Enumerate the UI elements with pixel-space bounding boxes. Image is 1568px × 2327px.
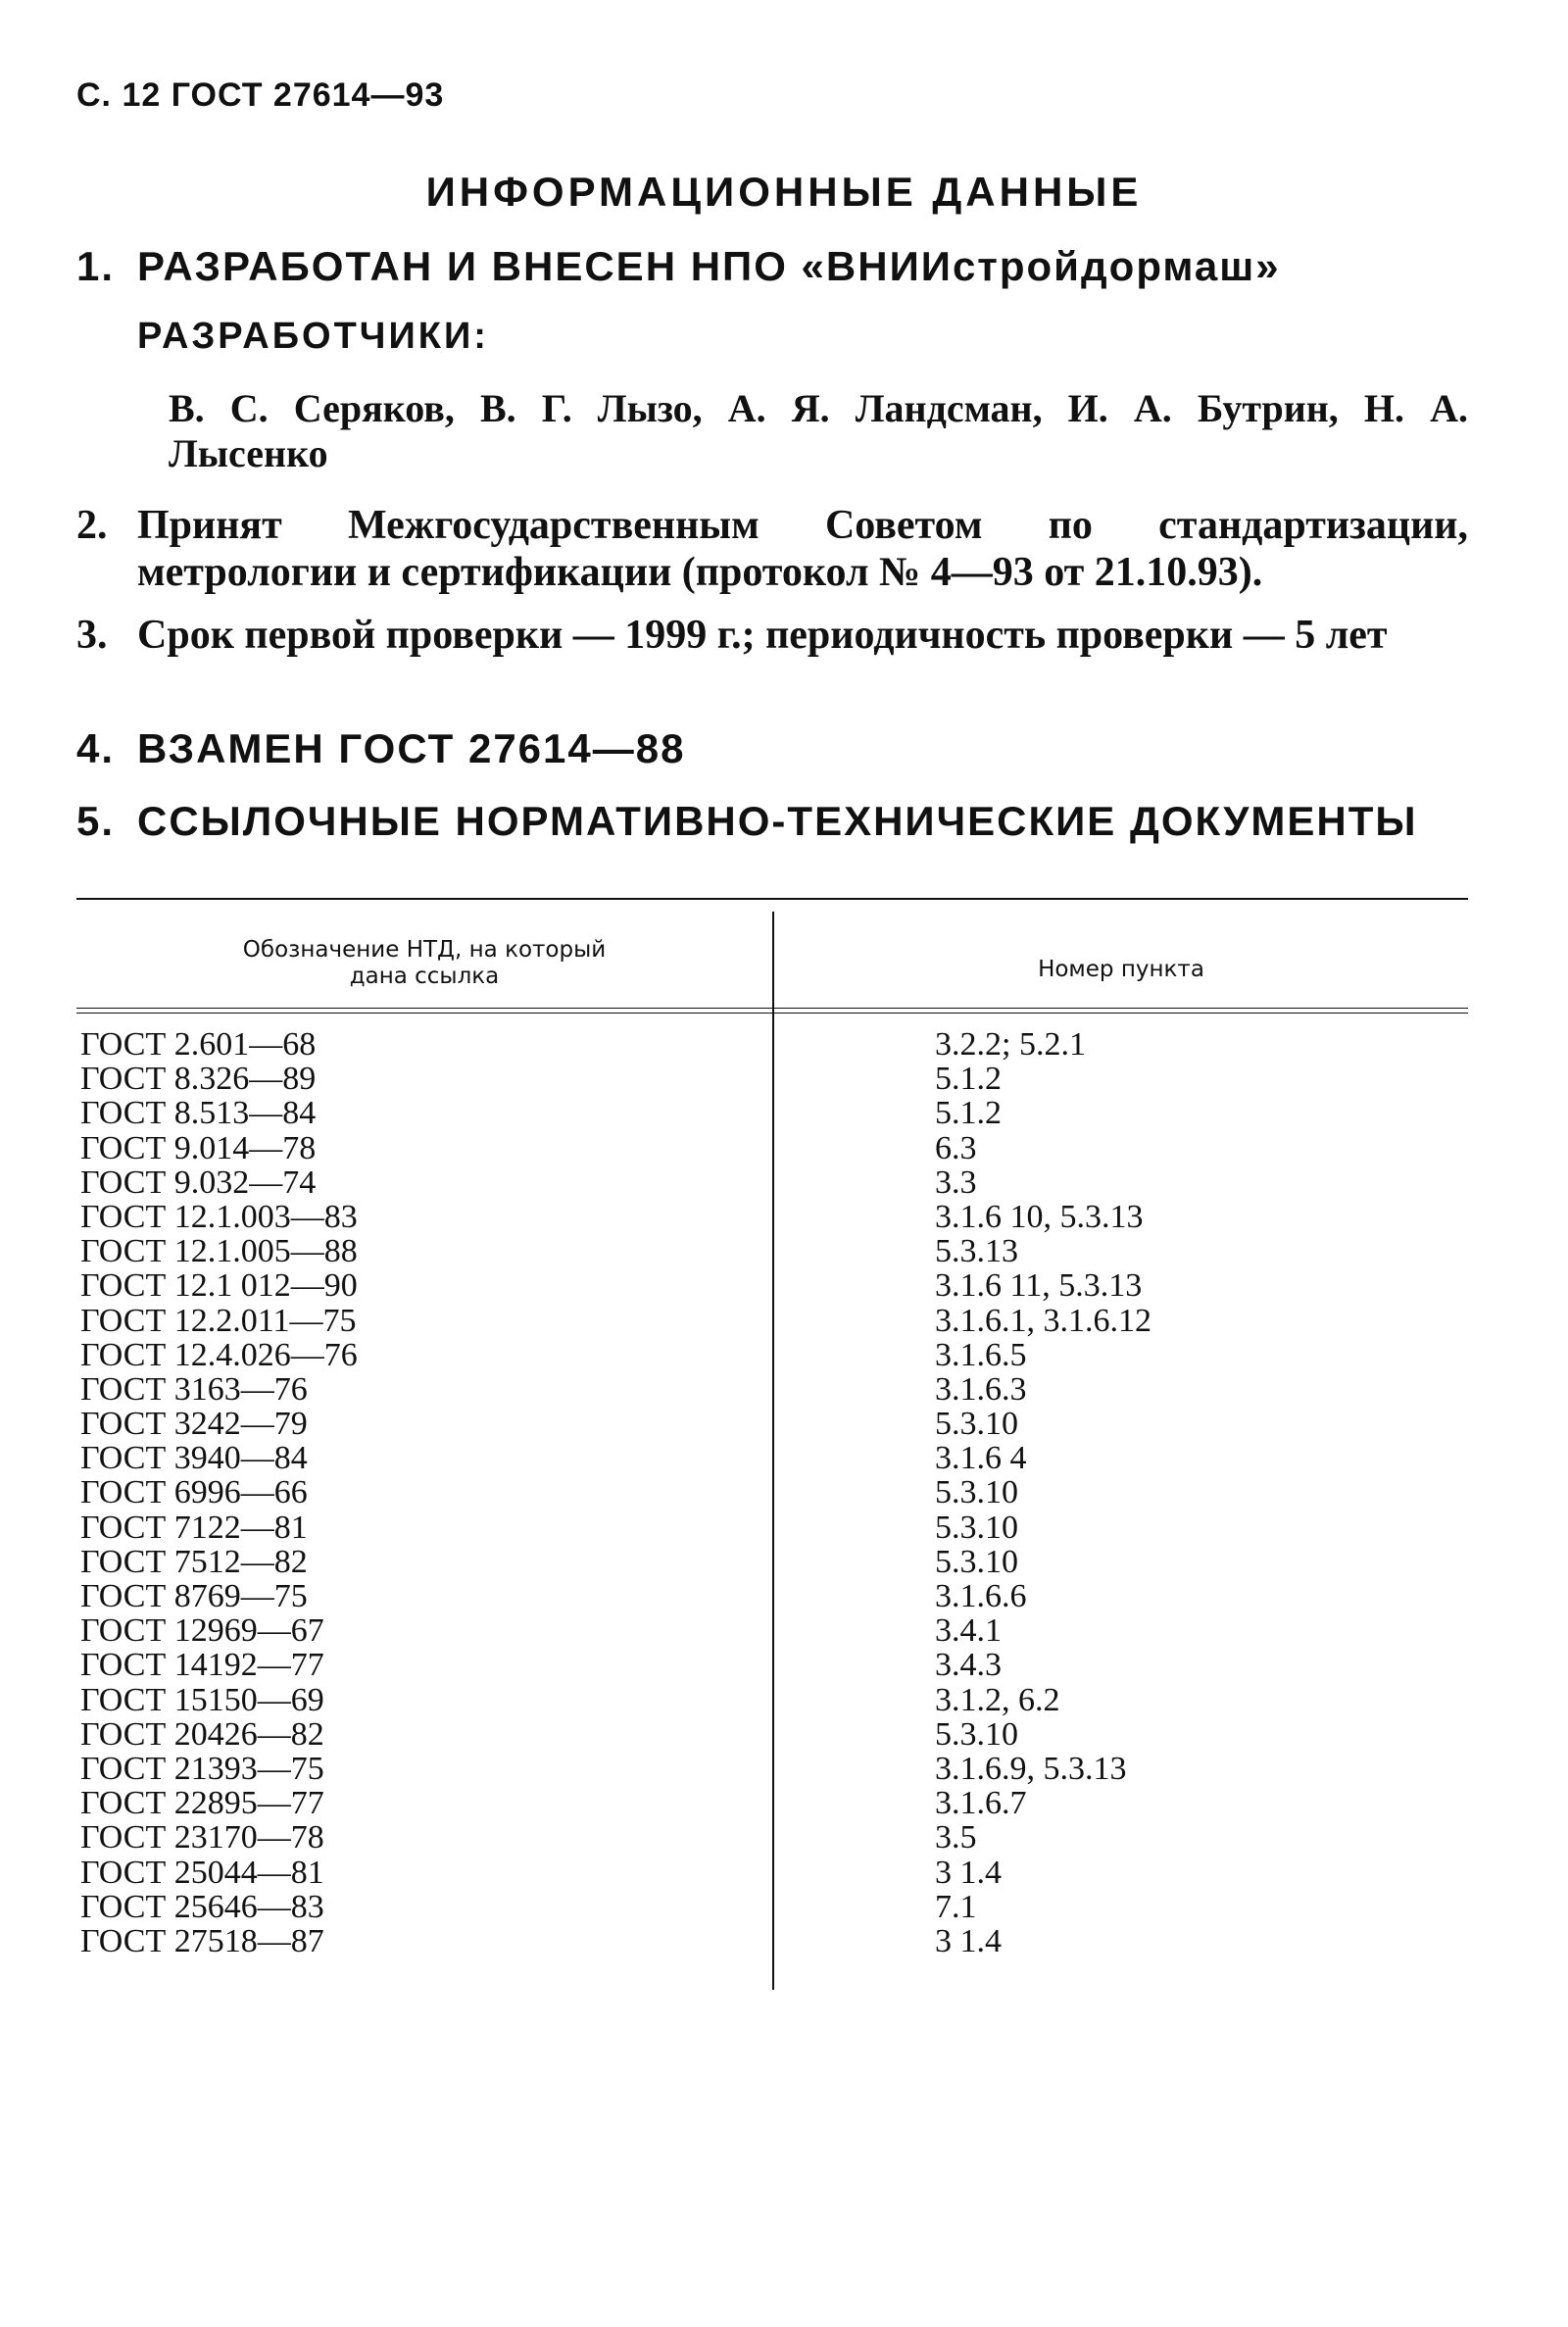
reference-document: ГОСТ 25044—81: [80, 1854, 324, 1891]
table-row: [76, 1131, 1468, 1165]
item-number: 2.: [76, 503, 108, 548]
developers-heading: РАЗРАБОТЧИКИ:: [137, 316, 489, 357]
reference-document: ГОСТ 3940—84: [80, 1440, 308, 1477]
page-header: С. 12 ГОСТ 27614—93: [76, 76, 445, 114]
reference-point: 5.3.10: [935, 1406, 1018, 1443]
reference-point: 5.1.2: [935, 1095, 1002, 1132]
table-row: [76, 1683, 1468, 1717]
reference-document: ГОСТ 27518—87: [80, 1922, 324, 1959]
column-header-point: Номер пункта: [1038, 957, 1204, 982]
table-row: [76, 1786, 1468, 1820]
reference-point: 3 1.4: [935, 1922, 1002, 1959]
item-3: [76, 612, 1468, 659]
item-number: 1.: [76, 243, 116, 289]
reference-point: 3 1.4: [935, 1854, 1002, 1891]
item-5: [76, 798, 1468, 844]
reference-point: 6.3: [935, 1129, 977, 1166]
reference-point: 3.2.2; 5.2.1: [935, 1026, 1086, 1063]
reference-document: ГОСТ 7512—82: [80, 1543, 308, 1580]
item-text: Принят Межгосударственным Советом по стандартизации, метрологии и сертификации (протокол № 4—93 от 21.10.93).: [137, 503, 1468, 595]
reference-point: 3.1.6.5: [935, 1336, 1027, 1373]
reference-document: ГОСТ 8.513—84: [80, 1095, 317, 1132]
table-row: [76, 1304, 1468, 1338]
reference-point: 5.3.10: [935, 1509, 1018, 1546]
table-row: [76, 1924, 1468, 1958]
item-text: Срок первой проверки — 1999 г.; периодичность проверки — 5 лет: [137, 613, 1388, 658]
table-row: [76, 1717, 1468, 1752]
item-text: ВЗАМЕН ГОСТ 27614—88: [137, 725, 686, 771]
table-row: [76, 1648, 1468, 1682]
reference-document: ГОСТ 21393—75: [80, 1750, 324, 1787]
reference-document: ГОСТ 12.2.011—75: [80, 1302, 357, 1339]
item-1: [76, 243, 1468, 290]
reference-document: ГОСТ 20426—82: [80, 1715, 324, 1753]
table-row: [76, 1820, 1468, 1855]
column-header-line: дана ссылка: [349, 964, 500, 989]
table-row: [76, 1856, 1468, 1890]
table-row: [76, 1579, 1468, 1613]
reference-point: 3.1.6.6: [935, 1578, 1027, 1614]
table-body: [76, 1027, 1468, 1958]
item-number: 4.: [76, 725, 116, 771]
reference-document: ГОСТ 15150—69: [80, 1681, 324, 1718]
reference-document: ГОСТ 9.032—74: [80, 1164, 317, 1201]
reference-document: ГОСТ 8.326—89: [80, 1061, 317, 1098]
column-header-document: [76, 937, 772, 990]
item-text: ССЫЛОЧНЫЕ НОРМАТИВНО-ТЕХНИЧЕСКИЕ ДОКУМЕНТЫ: [137, 798, 1418, 844]
table-row: [76, 1475, 1468, 1510]
table-row: [76, 1268, 1468, 1303]
reference-point: 3.4.3: [935, 1647, 1002, 1684]
reference-point: 7.1: [935, 1888, 977, 1925]
reference-point: 3.4.1: [935, 1612, 1002, 1650]
reference-document: ГОСТ 23170—78: [80, 1819, 324, 1857]
table-row: [76, 1234, 1468, 1268]
reference-point: 3.3: [935, 1164, 977, 1201]
developers-names: В. С. Серяков, В. Г. Лызо, А. Я. Ландсман, И. А. Бутрин, Н. А. Лысенко: [169, 386, 1468, 475]
reference-point: 3.1.6.3: [935, 1370, 1027, 1408]
reference-document: ГОСТ 6996—66: [80, 1474, 308, 1511]
reference-document: ГОСТ 12.4.026—76: [80, 1336, 358, 1373]
reference-document: ГОСТ 3163—76: [80, 1370, 308, 1408]
table-row: [76, 1165, 1468, 1200]
table-row: [76, 1338, 1468, 1372]
column-header-line: Обозначение НТД, на который: [242, 937, 607, 963]
item-text: РАЗРАБОТАН И ВНЕСЕН НПО «ВНИИстройдормаш»: [137, 243, 1281, 289]
table-row: [76, 1027, 1468, 1062]
table-row: [76, 1545, 1468, 1579]
reference-document: ГОСТ 22895—77: [80, 1785, 324, 1822]
table-row: [76, 1441, 1468, 1475]
document-title: ИНФОРМАЦИОННЫЕ ДАННЫЕ: [425, 169, 1143, 215]
table-row: [76, 1200, 1468, 1234]
reference-document: ГОСТ 12.1 012—90: [80, 1267, 358, 1305]
reference-point: 3.1.6 4: [935, 1440, 1027, 1477]
reference-document: ГОСТ 3242—79: [80, 1406, 308, 1443]
reference-point: 3.1.6 10, 5.3.13: [935, 1198, 1144, 1235]
item-number: 3.: [76, 613, 108, 658]
reference-point: 3.1.6.9, 5.3.13: [935, 1750, 1127, 1787]
table-row: [76, 1372, 1468, 1407]
reference-point: 5.3.10: [935, 1474, 1018, 1511]
reference-document: ГОСТ 7122—81: [80, 1509, 308, 1546]
table-header: [76, 900, 1468, 1008]
table-row: [76, 1096, 1468, 1130]
reference-point: 3.1.6.1, 3.1.6.12: [935, 1302, 1152, 1339]
table-row: [76, 1752, 1468, 1786]
table-row: [76, 1510, 1468, 1545]
reference-document: ГОСТ 14192—77: [80, 1647, 324, 1684]
reference-point: 5.3.13: [935, 1233, 1018, 1270]
reference-document: ГОСТ 12969—67: [80, 1612, 324, 1650]
reference-point: 5.1.2: [935, 1061, 1002, 1098]
table-row: [76, 1062, 1468, 1096]
table-row: [76, 1613, 1468, 1648]
reference-document: ГОСТ 25646—83: [80, 1888, 324, 1925]
table-row: [76, 1890, 1468, 1924]
reference-point: 5.3.10: [935, 1543, 1018, 1580]
reference-document: ГОСТ 8769—75: [80, 1578, 308, 1614]
reference-point: 5.3.10: [935, 1715, 1018, 1753]
reference-document: ГОСТ 12.1.005—88: [80, 1233, 358, 1270]
item-4: [76, 725, 1468, 772]
reference-point: 3.1.6.7: [935, 1785, 1027, 1822]
item-2: [76, 502, 1468, 596]
reference-document: ГОСТ 2.601—68: [80, 1026, 317, 1063]
reference-point: 3.5: [935, 1819, 977, 1857]
reference-document: ГОСТ 12.1.003—83: [80, 1198, 358, 1235]
reference-point: 3.1.6 11, 5.3.13: [935, 1267, 1143, 1305]
reference-document: ГОСТ 9.014—78: [80, 1129, 317, 1166]
item-number: 5.: [76, 798, 116, 844]
reference-point: 3.1.2, 6.2: [935, 1681, 1060, 1718]
references-table: [76, 898, 1468, 1958]
table-row: [76, 1407, 1468, 1441]
